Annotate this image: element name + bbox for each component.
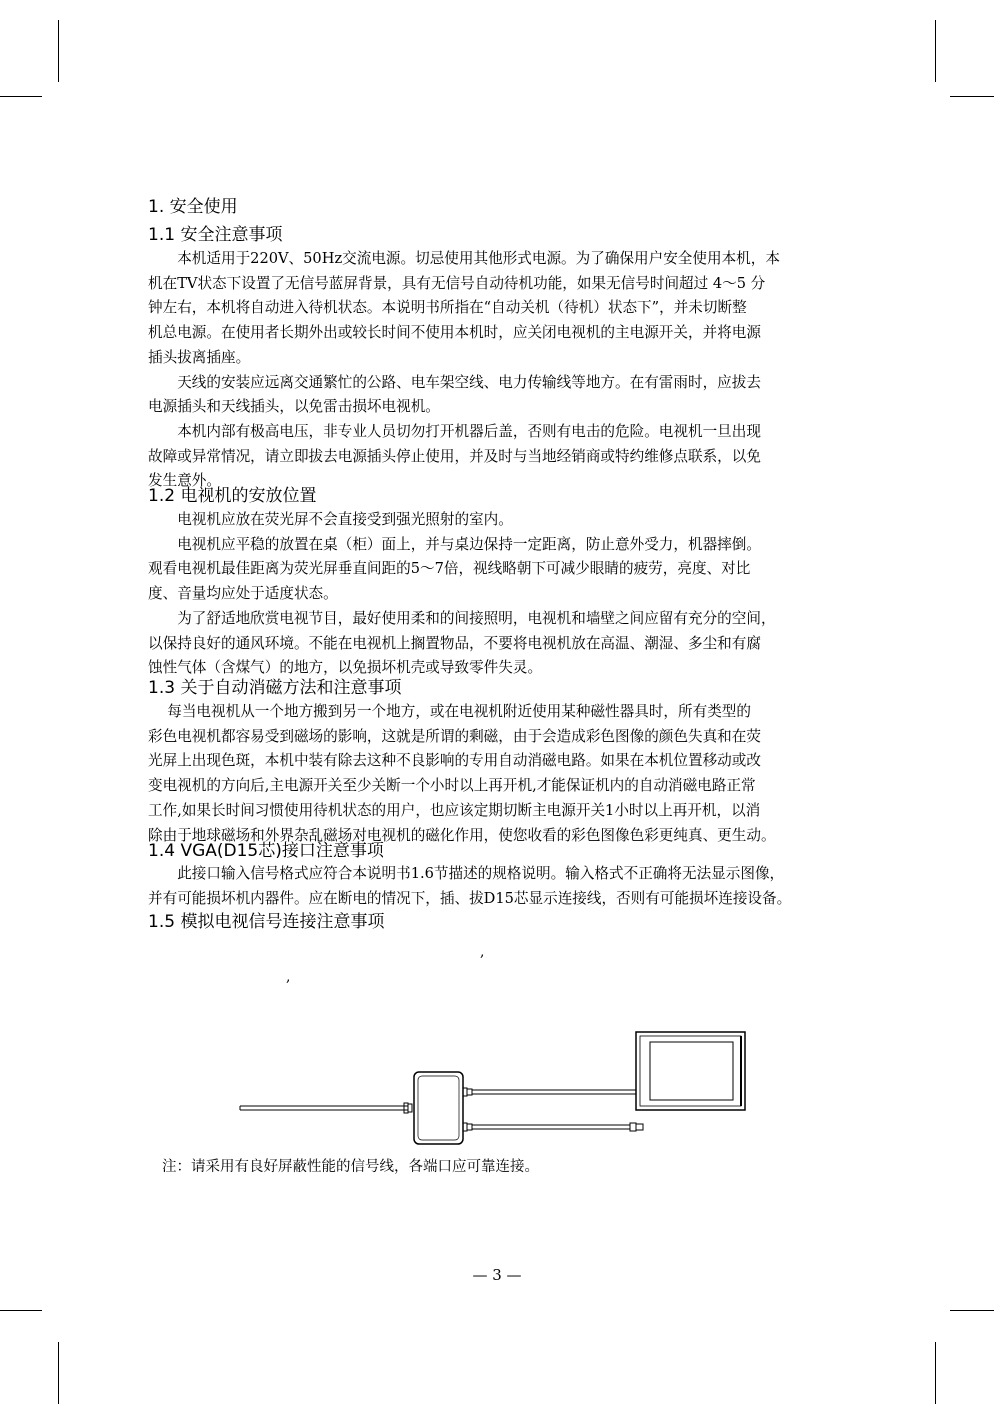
text-line: 电源插头和天线插头，以免雷击损坏电视机。 — [148, 398, 440, 416]
heading-1-3: 1.3 关于自动消磁方法和注意事项 — [148, 678, 402, 698]
crop-mark-bottom-left-v — [58, 1342, 59, 1404]
crop-mark-bottom-right-h — [950, 1310, 994, 1311]
text-line: 变电视机的方向后,主电源开关至少关断一个小时以上再开机,才能保证机内的自动消磁电路正常 — [148, 777, 756, 795]
page-number: — 3 — — [472, 1266, 522, 1284]
text-line: 光屏上出现色斑，本机中装有除去这种不良影响的专用自动消磁电路。如果在本机位置移动或改 — [148, 752, 761, 770]
text-line: 度、音量均应处于适度状态。 — [148, 585, 338, 603]
text-line: 每当电视机从一个地方搬到另一个地方，或在电视机附近使用某种磁性器具时，所有类型的 — [148, 703, 751, 720]
heading-1-4: 1.4 VGA(D15芯)接口注意事项 — [148, 841, 384, 861]
splitter-box — [414, 1072, 463, 1144]
crop-mark-bottom-left-h — [0, 1310, 42, 1311]
text-line: 插头拔离插座。 — [148, 348, 251, 366]
section-title: 1. 安全使用 — [148, 197, 238, 217]
text-line: 电视机应平稳的放置在桌（柜）面上，并与桌边保持一定距离，防止意外受力，机器摔倒。 — [148, 535, 761, 553]
text-line: 为了舒适地欣赏电视节目，最好使用柔和的间接照明，电视机和墙壁之间应留有充分的空间， — [148, 609, 776, 627]
text-line: 除由于地球磁场和外界杂乱磁场对电视机的磁化作用，使您收看的彩色图像色彩更纯真、更生动。 — [148, 826, 776, 844]
heading-1-2: 1.2 电视机的安放位置 — [148, 486, 317, 506]
text-line: 机总电源。在使用者长期外出或较长时间不使用本机时，应关闭电视机的主电源开关，并将电源 — [148, 324, 761, 342]
text-line: 机在TV状态下设置了无信号蓝屏背景，具有无信号自动待机功能，如果无信号时间超过 4～5 分 — [148, 274, 766, 292]
tv-set — [636, 1032, 745, 1110]
stray-comma-mark: , — [480, 944, 485, 960]
paragraph-1-2 — [148, 508, 776, 681]
text-line: 观看电视机最佳距离为荧光屏垂直间距的5～7倍，视线略朝下可减少眼睛的疲劳，亮度、对比 — [148, 560, 751, 578]
crop-mark-bottom-right-v — [935, 1342, 936, 1404]
text-line: 电视机应放在荧光屏不会直接受到强光照射的室内。 — [148, 511, 513, 528]
paragraph-1-1 — [148, 247, 780, 494]
text-line: 并有可能损坏机内器件。应在断电的情况下，插、拔D15芯显示连接线，否则有可能损坏连接设备。 — [148, 889, 792, 907]
input-cable — [240, 1103, 412, 1113]
text-line: 本机适用于220V、50Hz交流电源。切忌使用其他形式电源。为了确保用户安全使用本机，本 — [148, 250, 780, 267]
text-line: 彩色电视机都容易受到磁场的影响，这就是所谓的剩磁，由于会造成彩色图像的颜色失真和在荧 — [148, 727, 761, 745]
text-line: 本机内部有极高电压，非专业人员切勿打开机器后盖，否则有电击的危险。电视机一旦出现 — [148, 422, 761, 440]
connection-diagram — [238, 1030, 758, 1150]
tv-cable — [463, 1088, 636, 1096]
text-line: 此接口输入信号格式应符合本说明书1.6节描述的规格说明。输入格式不正确将无法显示图像， — [148, 865, 785, 882]
crop-mark-top-left-h — [0, 96, 42, 97]
crop-mark-top-right-v — [935, 20, 936, 82]
stray-comma-mark: , — [286, 969, 291, 985]
text-line: 发生意外。 — [148, 472, 221, 490]
crop-mark-top-left-v — [58, 20, 59, 82]
crop-mark-top-right-h — [950, 96, 994, 97]
paragraph-1-4 — [148, 862, 791, 911]
text-line: 以保持良好的通风环境。不能在电视机上搁置物品，不要将电视机放在高温、潮湿、多尘和有腐 — [148, 634, 761, 652]
text-line: 故障或异常情况，请立即拔去电源插头停止使用，并及时与当地经销商或特约维修点联系，以免 — [148, 447, 761, 465]
heading-1-1: 1.1 安全注意事项 — [148, 225, 283, 245]
text-line: 天线的安装应远离交通繁忙的公路、电车架空线、电力传输线等地方。在有雷雨时，应拔去 — [148, 373, 761, 391]
text-line: 工作,如果长时间习惯使用待机状态的用户，也应该定期切断主电源开关1小时以上再开机，以消 — [148, 801, 761, 819]
output-cable — [463, 1123, 643, 1131]
note-text: 注：请采用有良好屏蔽性能的信号线，各端口应可靠连接。 — [162, 1159, 539, 1175]
paragraph-1-3 — [148, 700, 776, 848]
text-line: 钟左右，本机将自动进入待机状态。本说明书所指在“自动关机（待机）状态下”，并未切断整 — [148, 299, 747, 317]
text-line: 蚀性气体（含煤气）的地方，以免损坏机壳或导致零件失灵。 — [148, 659, 543, 677]
heading-1-5: 1.5 模拟电视信号连接注意事项 — [148, 912, 385, 932]
